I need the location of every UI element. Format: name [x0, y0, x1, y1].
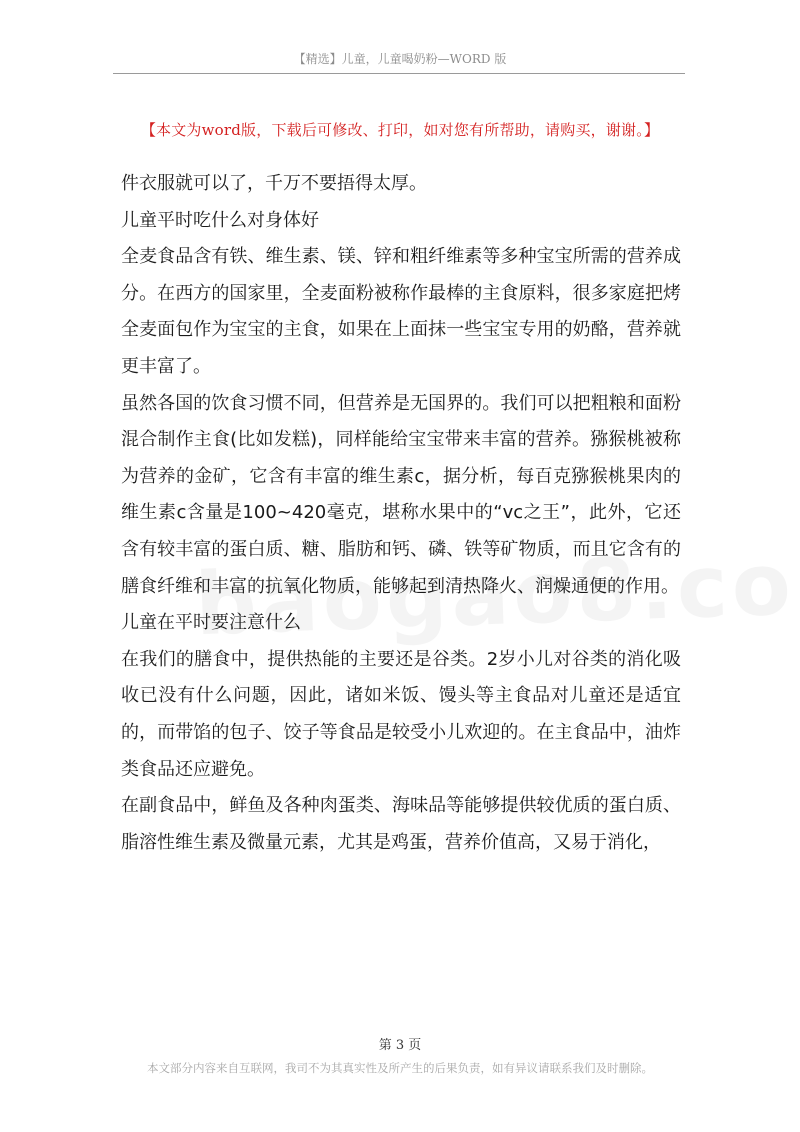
paragraph: 件衣服就可以了，千万不要捂得太厚。 [121, 173, 427, 194]
paragraph: 虽然各国的饮食习惯不同，但营养是无国界的。我们可以把粗粮和面粉混合制作主食(比如发糕)，同样能给宝宝带来丰富的营养。猕猴桃被称为营养的金矿，它含有丰富的维生素c，据分析，每百克猕猴桃果肉的维生素c含量是100~420毫克，堪称水果中的“vc之王”，此外，它还含有较丰富的蛋白质、糖、脂肪和钙、磷、铁等矿物质，而且它含有的膳食纤维和丰富的抗氧化物质，能够起到清热降火、润燥通便的作用。 [121, 392, 681, 597]
header-divider [113, 73, 685, 74]
section-heading: 儿童平时吃什么对身体好 [121, 209, 319, 231]
document-body [121, 166, 681, 861]
disclaimer-footer: 本文部分内容来自互联网，我司不为其真实性及所产生的后果负责，如有异议请联系我们及时删除。 [147, 1061, 653, 1075]
paragraph: 在我们的膳食中，提供热能的主要还是谷类。2岁小儿对谷类的消化吸收已没有什么问题，因此，诸如米饭、馒头等主食品对儿童还是适宜的，而带馅的包子、饺子等食品是较受小儿欢迎的。在主食品中，油炸类食品还应避免。 [121, 648, 681, 780]
section-heading: 儿童在平时要注意什么 [121, 612, 301, 634]
download-notice: 【本文为word版，下载后可修改、打印，如对您有所帮助，请购买，谢谢。】 [140, 121, 660, 139]
paragraph: 全麦食品含有铁、维生素、镁、锌和粗纤维素等多种宝宝所需的营养成分。在西方的国家里，全麦面粉被称作最棒的主食原料，很多家庭把烤全麦面包作为宝宝的主食，如果在上面抹一些宝宝专用的奶酪，营养就更丰富了。 [121, 246, 681, 377]
document-header: 【精选】儿童，儿童喝奶粉—WORD 版 [293, 52, 507, 66]
page-number: 第 3 页 [378, 1038, 422, 1053]
paragraph: 在副食品中，鲜鱼及各种肉蛋类、海味品等能够提供较优质的蛋白质、脂溶性维生素及微量元素，尤其是鸡蛋，营养价值高，又易于消化， [121, 795, 681, 853]
